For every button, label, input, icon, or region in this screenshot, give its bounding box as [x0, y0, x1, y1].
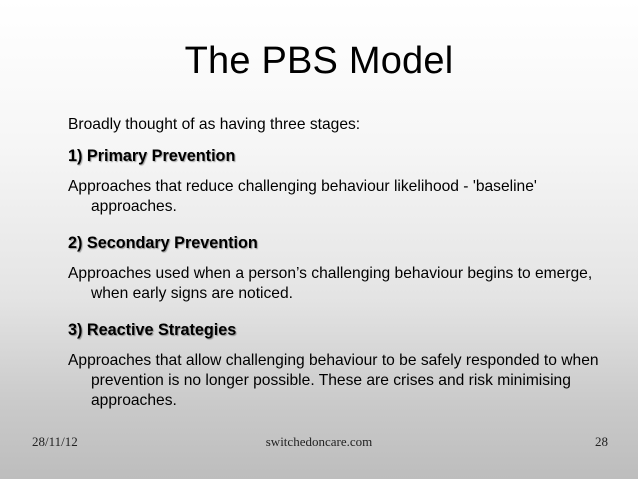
stage-heading-secondary: 2) Secondary Prevention: [68, 234, 258, 252]
intro-text: Broadly thought of as having three stages:: [68, 116, 361, 133]
footer-page-number: 28: [595, 434, 608, 449]
footer-date: 28/11/12: [32, 434, 78, 449]
stage-description-primary: Approaches that reduce challenging behaviour likelihood - 'baseline' approaches.: [68, 178, 537, 215]
stage-description-secondary: Approaches used when a person’s challenging behaviour begins to emerge, when early signs are noticed.: [68, 265, 593, 302]
slide-body: [68, 115, 613, 411]
footer-site: switchedoncare.com: [265, 434, 373, 449]
slide-title: The PBS Model: [184, 40, 454, 82]
stage-heading-reactive: 3) Reactive Strategies: [68, 321, 237, 339]
stage-heading-primary: 1) Primary Prevention: [68, 147, 236, 165]
stage-description-reactive: Approaches that allow challenging behaviour to be safely responded to when prevention is no longer possible. These are crises and risk minimising approaches.: [68, 352, 599, 409]
